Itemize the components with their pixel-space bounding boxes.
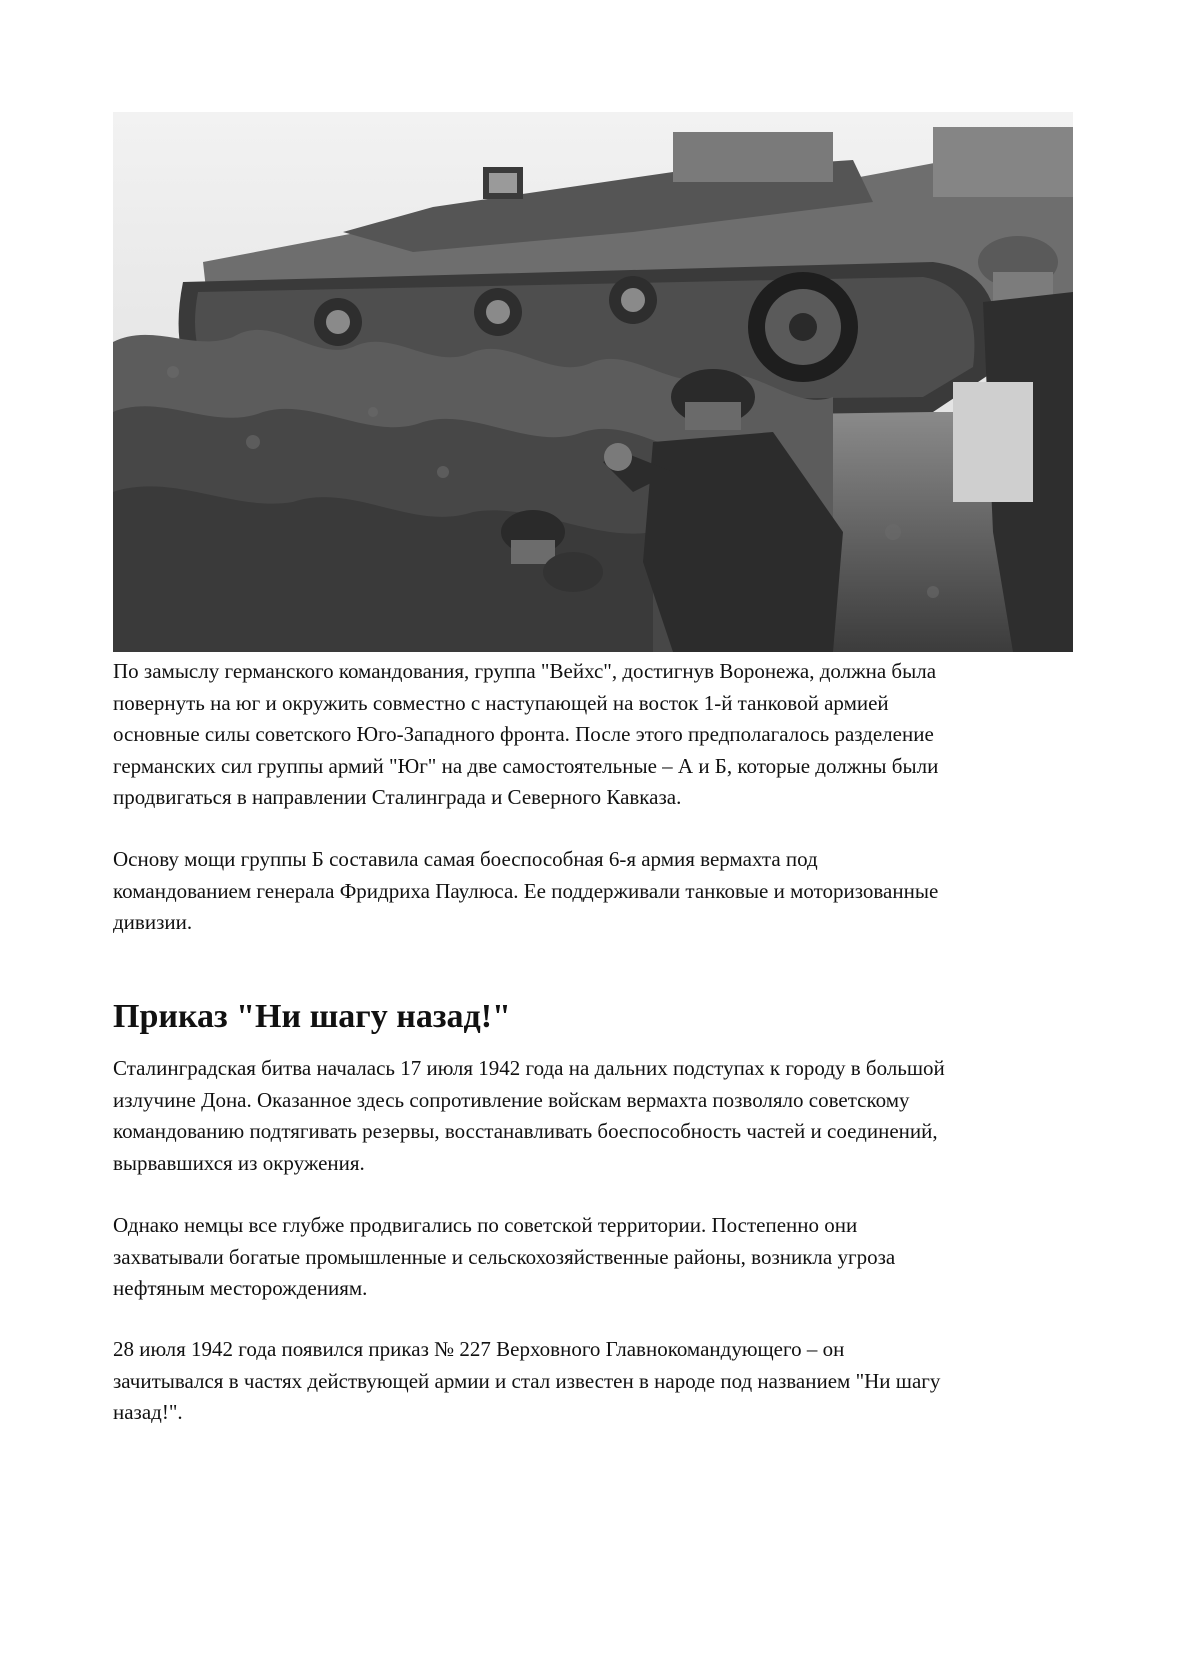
text-line: назад!". — [113, 1400, 183, 1424]
text-line: вырвавшихся из окружения. — [113, 1150, 365, 1175]
paragraph-weichs-plan — [113, 656, 1078, 814]
text-line: зачитывался в частях действующей армии и стал известен в народе под названием "Ни шагу — [113, 1368, 941, 1393]
text-line: излучине Дона. Оказанное здесь сопротивление войскам вермахта позволяло советскому — [113, 1087, 910, 1112]
text-line: командованием генерала Фридриха Паулюса. Ее поддерживали танковые и моторизованные — [113, 878, 939, 903]
paragraph-battle-start — [113, 1053, 1078, 1179]
paragraph-sixth-army — [113, 844, 1078, 939]
text-line: германских сил группы армий "Юг" на две самостоятельные – А и Б, которые должны были — [113, 753, 939, 778]
section-heading: Приказ "Ни шагу назад!" — [113, 998, 511, 1035]
text-line: захватывали богатые промышленные и сельскохозяйственные районы, возникла угроза — [113, 1244, 896, 1269]
text-line: По замыслу германского командования, группа "Вейхс", достигнув Воронежа, должна была — [113, 659, 937, 683]
text-line: Однако немцы все глубже продвигались по советской территории. Постепенно они — [113, 1213, 858, 1237]
text-line: дивизии. — [113, 910, 193, 934]
text-line: нефтяным месторождениям. — [113, 1276, 368, 1300]
paragraph-advance — [113, 1210, 1078, 1305]
text-line: командованию подтягивать резервы, восстанавливать боеспособность частей и соединений, — [113, 1119, 938, 1143]
text-line: 28 июля 1942 года появился приказ № 227 Верховного Главнокомандующего – он — [113, 1337, 845, 1361]
text-line: повернуть на юг и окружить совместно с наступающей на восток 1-й танковой армией — [113, 690, 889, 715]
text-line: Основу мощи группы Б составила самая боеспособная 6-я армия вермахта под — [113, 847, 818, 871]
photograph-tank-soldiers-illustration — [113, 112, 1073, 652]
text-line: Сталинградская битва началась 17 июля 1942 года на дальних подступах к городу в большой — [113, 1056, 945, 1080]
text-line: основные силы советского Юго-Западного фронта. После этого предполагалось разделение — [113, 722, 934, 746]
paragraph-order-227 — [113, 1334, 1078, 1429]
text-line: продвигаться в направлении Сталинграда и Северного Кавказа. — [113, 785, 682, 809]
war-photograph — [113, 112, 1073, 652]
